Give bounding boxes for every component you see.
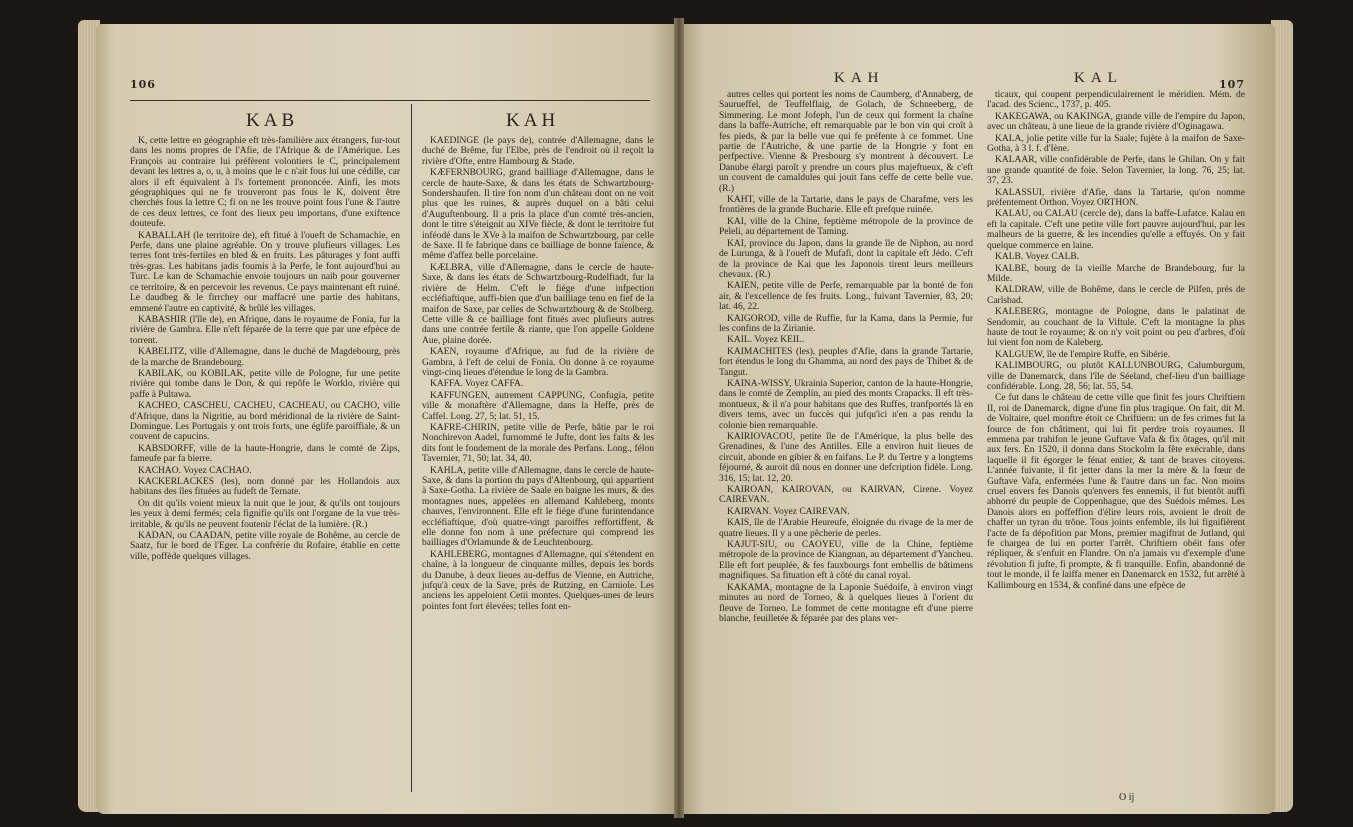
dictionary-entry: KACHAO. Voyez CACHAO.	[138, 465, 252, 476]
dictionary-entry: KACKERLACKES (les), nom donné par les Hollandois aux habitans des îles fituées au fudeft de Ternate.	[130, 477, 400, 498]
dictionary-entry: ticaux, qui coupent perpendiculairement le méridien. Mém. de l'acad. des Scienc., 1737, p. 405.	[987, 90, 1245, 111]
dictionary-entry: KAIRIOVACOU, petite île de l'Amérique, la plus belle des Grenadines, & l'une des Antilles. Elle a environ huit lieues de circuit, abonde en gibier & en faifans. Le P. du Tertre y a longtems féjourné, & auroit dû nous en donner une defcription fidèle. Long. 316, 15; lat. 12, 20.	[719, 432, 973, 484]
dictionary-entry: KAIEN, petite ville de Perfe, remarquable par la bonté de fon air, & l'excellence de fes fruits. Long., fuivant Tavernier, 83, 20; lat. 46, 22.	[719, 281, 973, 313]
dictionary-entry: KALEBERG, montagne de Pologne, dans le palatinat de Sendomir, au couchant de la Viftule. C'eft la montagne la plus haute de tout le royaume; & on n'y voit point ou peu d'arbres, d'où lui vient fon nom de Kaleberg.	[987, 307, 1245, 349]
dictionary-entry: KALASSUI, rivière d'Afie, dans la Tartarie, qu'on nomme préfentement Orthon. Voyez ORTHON.	[987, 187, 1245, 209]
dictionary-entry: Ce fut dans le château de cette ville que finit fes jours Chriftiern II, roi de Danemarck, digne d'une fin plus tragique. On fait, dit M. de Voltaire, quel monftre étoit ce Chriftiern: un de fes crimes fut la fource de fon châtiment, qui lui fit perdre trois royaumes. Il emmena par trahifon le jeune Guftave Vafa & fix ôtages, qu'il mit aux fers. En 1520, il donna dans Stockolm la fête exécrable, dans laquelle il fit égorger le fénat entier, & tant de braves citoyens. L'année fuivante, il fit jetter dans la mer la mère & la fœur de Guftave Vafa, enfermées l'une & l'autre dans un fac. Non moins cruel envers fes Danois qu'envers fes ennemis, il fut bientôt auffi abhorré du peuple de Coppenhague, que des Suédois mêmes. Les Danois alors en poffeffion d'élire leurs rois, avoient le droit de chaffer un tyran du trône. Tous joints enfemble, ils lui fignifièrent l'acte de fa dépofition par Mons, premier magiftrat de Jutland, qui fe chargea de lui en porter l'arrêt. Chriftiern obéit fans ofer répliquer, & s'enfuit en Flandre. On n'a jamais vu d'exemple d'une révolution fi jufte, fi prompte, & fi tranquille. Enfin, abandonné de tout le monde, il fe laiffa mener en Danemarck en 1532, fut arrêté à Kallimbourg en 1534, & confiné dans une efpèce de	[987, 393, 1245, 591]
page-number: 107	[1219, 78, 1245, 91]
dictionary-entry: KABASHIR (l'île de), en Afrique, dans le royaume de Fonia, fur la rivière de Gambra. Elle n'eft féparée de la terre que par une efpèce de torrent.	[130, 314, 400, 346]
dictionary-entry: KÆFERNBOURG, grand bailliage d'Allemagne, dans le cercle de haute-Saxe, & dans les états de Schwartzbourg-Sondershaufen. Il tire fon nom d'un château dont on ne voit plus que les ruines, & auprès duquel on a bâti celui d'Auguftenbourg. Il a pris la place d'un comté très-ancien, dont le titre s'éteignit au XIVe fiècle, & dont le territoire fut inféodé dans le XVe à la maifon de Schwartzbourg, par celle de Saxe. Il fe fabrique dans ce bailliage de bonne faïence, & même d'affez belle porcelaine.	[422, 168, 654, 262]
running-head: KAL	[1074, 70, 1123, 86]
dictionary-entry: KALAU, ou CALAU (cercle de), dans la baffe-Lufatce. Kalau en eft la capitale. C'eft une petite ville fort pauvre aujourd'hui, par les malheurs de la guerre, & les incendies qu'elle a effuyés. On y fait quelque commerce en laine.	[987, 209, 1245, 251]
dictionary-entry: KAIROAN, KAIROVAN, ou KAIRVAN, Cirene. Voyez CAIREVAN.	[719, 485, 973, 506]
dictionary-entry: KAIMACHITES (les), peuples d'Afie, dans la grande Tartarie, fort étendus le long du Ghamma, au nord des pays de Thibet & de Tangut.	[719, 346, 973, 378]
dictionary-entry: KAINA-WISSY, Ukrainia Superior, canton de la haute-Hongrie, dans le comté de Zemplin, au pied des monts Crapacks. Il eft très-montueux, & il n'a pour habitans que des Ruffes, tranfportés là en divers tems, avec un fuccès qui jufqu'ici n'en a pas rendu la colonie bien remarquable.	[719, 378, 973, 431]
dictionary-entry: KÆLBRA, ville d'Allemagne, dans le cercle de haute-Saxe, & dans les états de Schwartzbourg-Rudelftadt, fur la rivière de Helm. C'eft le fiége d'une infpection eccléfiaftique, auffi-bien que d'un bailliage tenu en fief de la maifon de Saxe, par celles de Schwartzbourg & de Stolberg. Cette ville & ce bailliage font fitués avec plufieurs autres dans une contrée fertile & riante, que l'on appelle Goldene Aue, plaine dorée.	[422, 262, 654, 346]
dictionary-entry: KAFFA. Voyez CAFFA.	[430, 379, 524, 390]
page-number: 106	[130, 78, 156, 91]
header-rule	[130, 100, 650, 101]
text-column	[987, 90, 1245, 790]
text-column	[422, 136, 654, 802]
dictionary-entry: KAI, ville de la Chine, feptième métropole de la province de Peleli, au département de Taming.	[719, 216, 973, 238]
dictionary-entry: KABALLAH (le territoire de), eft fitué à l'oueft de Schamachie, en Perfe, dans une plaine agréable. On y trouve plufieurs villages. Les terres font très-fertiles en bled & en fruits. Les pâturages y font auffi très-gras. Les habitans jadis foumis à la Perfe, le font aujourd'hui au Turc. Le kan de Schamachie envoie toujours un naib pour gouverner ce territoire, & en percevoir les revenus. Ce pays maintenant eft ruiné. Le daudbeg & le firrchey our maffacré une partie des habitans, emmené l'autre en captivité, & brûlé les villages.	[130, 230, 400, 314]
dictionary-entry: KAJUT-SIU, ou CAOYEU, ville de la Chine, feptième métropole de la province de Kiangnan, au département d'Yancheu. Elle eft fort peuplée, & fes fauxbourgs font embellis de bâtimens magnifiques. Sa fituation eft à côté du canal royal.	[719, 540, 973, 582]
dictionary-entry: KABELITZ, ville d'Allemagne, dans le duché de Magdebourg, près de la marche de Brandebourg.	[130, 347, 400, 368]
column-heading: KAB	[246, 110, 299, 131]
dictionary-entry: KALBE, bourg de la vieille Marche de Brandebourg, fur la Milde.	[987, 263, 1245, 284]
dictionary-entry: KALGUEW, île de l'empire Ruffe, en Sibérie.	[995, 349, 1171, 360]
running-head: KAH	[834, 70, 885, 86]
dictionary-entry: KAEDINGE (le pays de), contrée d'Allemagne, dans le duché de Brême, fur l'Elbe, près de l'endroit où il reçoit la rivière d'Ofte, entre Hambourg & Stade.	[422, 136, 654, 167]
book-gutter	[674, 18, 684, 818]
dictionary-entry: KABSDORFF, ville de la haute-Hongrie, dans le comté de Zips, fameufe par fa bierre.	[130, 443, 400, 465]
dictionary-entry: KAIGOROD, ville de Ruffie, fur la Kama, dans la Permie, fur les confins de la Zirianie.	[719, 313, 973, 334]
dictionary-entry: KALB. Voyez CALB.	[995, 252, 1080, 263]
dictionary-entry: autres celles qui portent les noms de Caumberg, d'Annaberg, de Saurueffel, de Teuffelflaig, de Golach, de Schneeberg, de Simmering. Le mont Jofeph, l'un de ceux qui forment la chaîne dans la baffe-Autriche, eft remarquable par le bon vin qui croît à fes pieds, & par la belle vue qui fe préfente à ce fommet. Une partie de l'Autriche, & une partie de la Hongrie y font en perfpective. Vienne & Presbourg s'y montrent à découvert. Le Danube élargi paroît y prendre un cours plus majeftueux, & c'eft un couvent de camaldules qui jouit fans ceffe de cette belle vue. (R.)	[719, 90, 973, 194]
dictionary-entry: KAHLEBERG, montagnes d'Allemagne, qui s'étendent en chaîne, à la longueur de cinquante milles, depuis les bords du Danube, à deux lieues au-deffus de Vienne, en Autriche, jufqu'à ceux de la Save, près de Rutzing, en Carniole. Les anciens les appeloient Cetii montes. Quelques-unes de leurs pointes font fort élevées; telles font en-	[422, 549, 654, 612]
text-column	[719, 90, 973, 802]
dictionary-entry: KAIS, île de l'Arabie Heureufe, éloignée du rivage de la mer de quatre lieues. Il y a une pêcherie de perles.	[719, 518, 973, 539]
dictionary-entry: KAHT, ville de la Tartarie, dans le pays de Charafme, vers les frontières de la grande Bucharie. Elle eft prefque ruinée.	[719, 195, 973, 216]
dictionary-entry: KABILAK, ou KOBILAK, petite ville de Pologne, fur une petite rivière qui tombe dans le Don, & qui repôfe le Worklo, rivière qui paffe à Pultawa.	[130, 368, 400, 400]
signature-mark: O ij	[1119, 792, 1135, 803]
dictionary-entry: KALAAR, ville confidérable de Perfe, dans le Ghilan. On y fait une grande quantité de foie. Selon Tavernier, la long. 76, 25; lat. 37, 23.	[987, 155, 1245, 187]
dictionary-entry: KALDRAW, ville de Bohême, dans le cercle de Pilfen, près de Carlsbad.	[987, 285, 1245, 306]
dictionary-entry: KAKEGAWA, ou KAKINGA, grande ville de l'empire du Japon, avec un château, à une lieue de la grande rivière d'Oginagawa.	[987, 111, 1245, 133]
dictionary-entry: KAEN, royaume d'Afrique, au fud de la rivière de Gambra, à l'eft de celui de Fonia. On donne à ce royaume vingt-cinq lieues d'étendue le long de la Gambra.	[422, 347, 654, 378]
dictionary-entry: KAIRVAN. Voyez CAIREVAN.	[727, 506, 850, 517]
column-divider	[411, 104, 412, 792]
dictionary-entry: KAFFUNGEN, autrement CAPPUNG, Confugia, petite ville & monaftère d'Allemagne, dans la Heffe, près de Caffel. Long. 27, 5; lat. 51, 15.	[422, 390, 654, 422]
dictionary-entry: KADAN, ou CAADAN, petite ville royale de Bohême, au cercle de Saatz, fur le bord de l'Eger. La confrérie du Rofaire, établie en cette ville, poffède quelques villages.	[130, 531, 400, 562]
dictionary-entry: KALA, jolie petite ville fur la Saale; fujète à la maifon de Saxe-Gotha, à 3 l. f. d'Iène.	[987, 133, 1245, 155]
dictionary-entry: On dit qu'ils voient mieux la nuit que le jour, & qu'ils ont toujours les yeux à demi fermés; cela fignifie qu'ils ont l'organe de la vue très-irritable, & qu'ils ne peuvent foutenir l'éclat de la lumière. (R.)	[130, 498, 400, 530]
dictionary-entry: KAHLA, petite ville d'Allemagne, dans le cercle de haute-Saxe, & dans la portion du pays d'Altenbourg, qui appartient à Saxe-Gotha. La rivière de Saale en baigne les murs, & des montagnes nues, appelées en allemand Kahleberg, monts chauves, l'environnent. Elle eft le fiége d'une furintendance eccléfiaftique, d'où quatre-vingt paroiffes reffortiffent, & elle donne fon nom à une préfecture qui comprend les bailliages d'Orlamunde & de Leuchtenbourg.	[422, 465, 654, 549]
dictionary-entry: KAI, province du Japon, dans la grande île de Niphon, au nord de Lurunga, & à l'oueft de Mufafi, dont la capitale eft Jédo. C'eft de la province de Kai que les Japonois tirent leurs meilleurs chevaux. (R.)	[719, 238, 973, 280]
dictionary-entry: KAFRE-CHIRIN, petite ville de Perfe, bâtie par le roi Nonchirevon Aadel, furnommé le Jufte, dont les faits & les dits font le fondement de la morale des Perfans. Long., félon Tavernier, 71, 50; lat. 34, 40.	[422, 422, 654, 465]
column-heading: KAH	[506, 110, 560, 131]
text-column	[130, 136, 400, 802]
dictionary-entry: KAIL. Voyez KEIL.	[727, 335, 805, 346]
open-book	[78, 18, 1293, 818]
dictionary-entry: KALIMBOURG, ou plutôt KALLUNBOURG, Calumburgum, ville de Danemarck, dans l'île de Séeland, chef-lieu d'un bailliage confidérable. Long. 28, 56; lat. 55, 54.	[987, 361, 1245, 392]
right-page	[679, 24, 1275, 814]
left-page	[96, 24, 679, 814]
dictionary-entry: KACHEO, CASCHEU, CACHEU, CACHEAU, ou CACHO, ville d'Afrique, dans la Nigritie, au bord méridional de la rivière de Saint-Domingue. Les Portugais y ont trois forts, une églife paroiffiale, & un couvent de capucins.	[130, 401, 400, 443]
dictionary-entry: K, cette lettre en géographie eft très-familière aux étrangers, fur-tout dans les noms propres de l'Afie, de l'Afrique & de l'Amérique. Les François au contraire lui préfèrent volontiers le C, principalement devant les lettres a, o, u, à moins que le c n'ait fous lui une cédille, car alors il eft équivalent à l's fortement prononcée. Ainfi, les mots géographiques qui ne fe trouveront pas fous le K, doivent être cherchés fous la lettre C; fi on ne les trouve point fous l'une & l'autre de ces deux lettres, ce font des lieux peu importans, d'une exiftence douteufe.	[130, 136, 400, 230]
dictionary-entry: KAKAMA, montagne de la Laponie Suédoife, à environ vingt minutes au nord de Torneo, & à quelques lieues à l'orient du fleuve de Torneo. Le fommet de cette montagne eft d'une pierre blanche, feuilletée & féparée par des plans ver-	[719, 582, 973, 624]
